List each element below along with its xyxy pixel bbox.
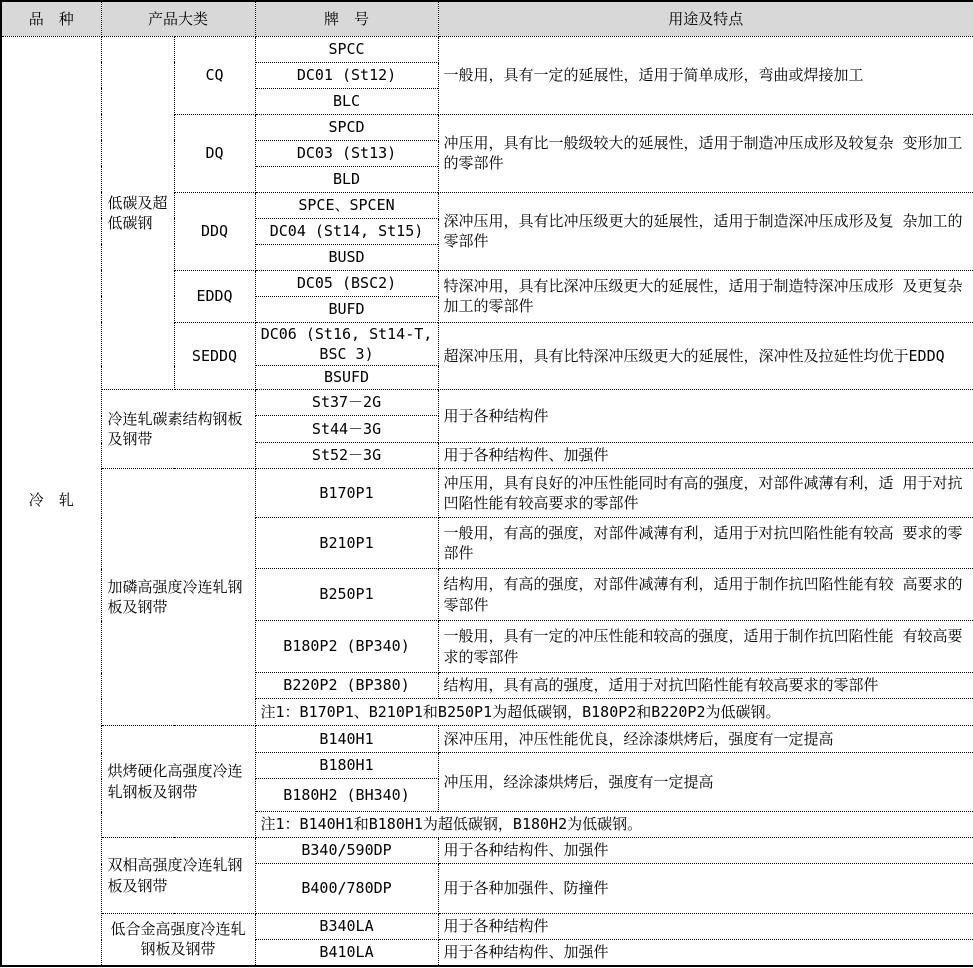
grade-cell: BSUFD <box>255 366 438 390</box>
category-cell: 双相高强度冷连轧钢板及钢带 <box>101 838 255 914</box>
usage-cell: 用于各种加强件、防撞件 <box>438 864 973 914</box>
grade-cell: DC04 (St14, St15) <box>255 218 438 244</box>
header-variety: 品 种 <box>1 1 101 36</box>
grade-cell: B340LA <box>255 914 438 940</box>
grade-cell: St37－2G <box>255 390 438 416</box>
header-usage: 用途及特点 <box>438 1 973 36</box>
grade-cell: B250P1 <box>255 569 438 621</box>
table-row <box>1 838 973 864</box>
usage-cell: 特深冲用，具有比深冲压级更大的延展性，适用于制造特深冲压成形 及更复杂加工的零部件 <box>438 270 973 322</box>
grade-cell: BUSD <box>255 244 438 270</box>
grade-cell: DC01 (St12) <box>255 62 438 88</box>
category-cell: 低合金高强度冷连轧钢板及钢带 <box>101 914 255 966</box>
usage-cell: 结构用，有高的强度，对部件减薄有利，适用于制作抗凹陷性能有较 高要求的零部件 <box>438 569 973 621</box>
variety-cell: 冷 轧 <box>1 36 101 966</box>
usage-cell: 冲压用，具有良好的冲压性能同时有高的强度，对部件减薄有利，适 用于对抗凹陷性能有较高要求的零部件 <box>438 469 973 518</box>
table-row <box>1 390 973 416</box>
usage-cell: 超深冲压用，具有比特深冲压级更大的延展性，深冲性及拉延性均优于EDDQ <box>438 322 973 390</box>
grade-cell: B170P1 <box>255 469 438 518</box>
header-row <box>1 1 973 36</box>
grade-cell: BLD <box>255 166 438 192</box>
usage-cell: 深冲压用，具有比冲压级更大的延展性，适用于制造深冲压成形及复 杂加工的零部件 <box>438 192 973 270</box>
group-cell: SEDDQ <box>174 322 255 390</box>
usage-cell: 用于各种结构件、加强件 <box>438 443 973 469</box>
grade-cell: St52－3G <box>255 443 438 469</box>
group-cell: EDDQ <box>174 270 255 322</box>
category-cell: 冷连轧碳素结构钢板及钢带 <box>101 390 255 469</box>
grade-cell: B140H1 <box>255 726 438 753</box>
grade-cell: B180P2 (BP340) <box>255 621 438 673</box>
group-cell: DQ <box>174 114 255 192</box>
usage-cell: 用于各种结构件 <box>438 390 973 443</box>
grade-cell: B220P2 (BP380) <box>255 673 438 699</box>
usage-cell: 一般用，有高的强度，对部件减薄有利，适用于对抗凹陷性能有较高 要求的零部件 <box>438 518 973 569</box>
grade-cell: SPCC <box>255 36 438 62</box>
grade-cell: DC05 (BSC2) <box>255 270 438 296</box>
usage-cell: 用于各种结构件 <box>438 914 973 940</box>
usage-cell: 结构用，具有高的强度，适用于对抗凹陷性能有较高要求的零部件 <box>438 673 973 699</box>
table-row <box>1 36 973 62</box>
group-cell: DDQ <box>174 192 255 270</box>
grade-cell: B180H1 <box>255 753 438 779</box>
table-row <box>1 726 973 753</box>
grade-cell: DC03 (St13) <box>255 140 438 166</box>
group-cell: CQ <box>174 36 255 114</box>
usage-cell: 一般用，具有一定的延展性，适用于简单成形，弯曲或焊接加工 <box>438 36 973 114</box>
grade-cell: DC06 (St16, St14-T, BSC 3) <box>255 322 438 366</box>
grade-cell: B180H2 (BH340) <box>255 779 438 812</box>
grade-cell: BUFD <box>255 296 438 322</box>
header-category: 产品大类 <box>101 1 255 36</box>
usage-cell: 用于各种结构件、加强件 <box>438 940 973 966</box>
grade-cell: B340/590DP <box>255 838 438 864</box>
grade-cell: B210P1 <box>255 518 438 569</box>
usage-cell: 深冲压用，冲压性能优良，经涂漆烘烤后，强度有一定提高 <box>438 726 973 753</box>
note-cell: 注1：B140H1和B180H1为超低碳钢，B180H2为低碳钢。 <box>255 812 973 838</box>
category-cell: 加磷高强度冷连轧钢板及钢带 <box>101 469 255 726</box>
note-cell: 注1：B170P1、B210P1和B250P1为超低碳钢，B180P2和B220P2为低碳钢。 <box>255 699 973 726</box>
grade-cell: St44－3G <box>255 416 438 443</box>
category-cell: 低碳及超低碳钢 <box>101 36 174 390</box>
usage-cell: 用于各种结构件、加强件 <box>438 838 973 864</box>
grade-cell: B400/780DP <box>255 864 438 914</box>
category-cell: 烘烤硬化高强度冷连轧钢板及钢带 <box>101 726 255 838</box>
usage-cell: 一般用，具有一定的冲压性能和较高的强度，适用于制作抗凹陷性能 有较高要求的零部件 <box>438 621 973 673</box>
header-grade: 牌 号 <box>255 1 438 36</box>
grade-cell: BLC <box>255 88 438 114</box>
grade-cell: B410LA <box>255 940 438 966</box>
table-row <box>1 914 973 940</box>
usage-cell: 冲压用，经涂漆烘烤后，强度有一定提高 <box>438 753 973 812</box>
grade-cell: SPCE、SPCEN <box>255 192 438 218</box>
usage-cell: 冲压用，具有比一般级较大的延展性，适用于制造冲压成形及较复杂 变形加工的零部件 <box>438 114 973 192</box>
table-row <box>1 469 973 518</box>
grade-cell: SPCD <box>255 114 438 140</box>
